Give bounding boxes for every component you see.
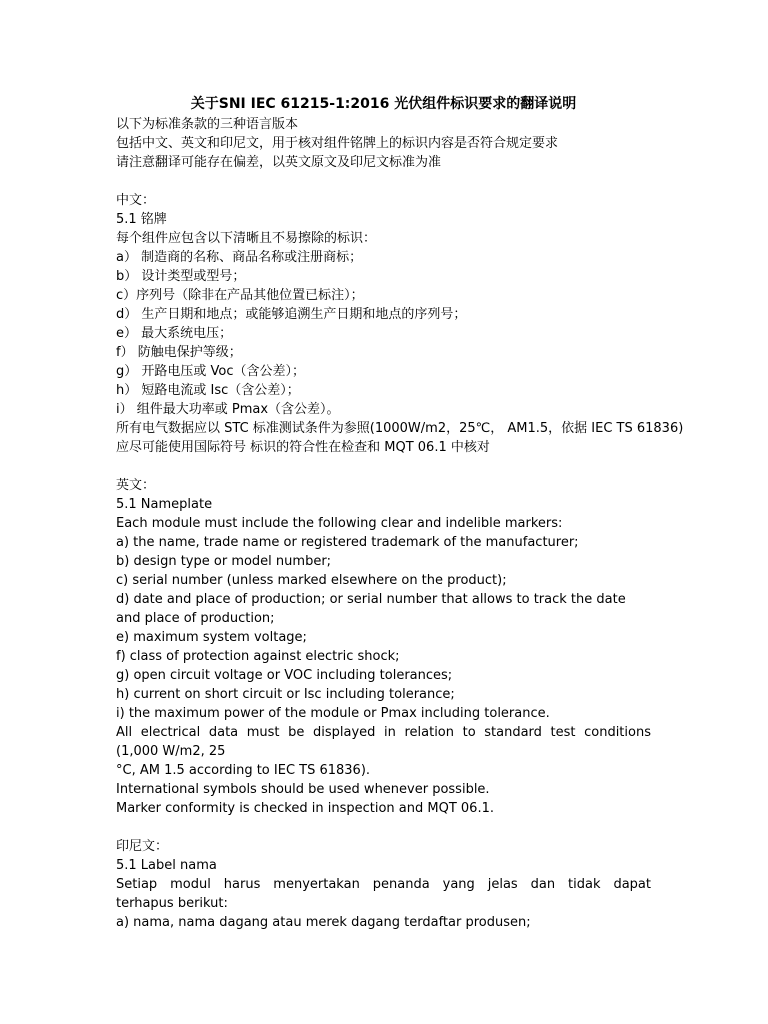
clause-lead: 每个组件应包含以下清晰且不易擦除的标识： xyxy=(116,231,377,246)
document-body xyxy=(116,94,684,932)
list-item: c) serial number (unless marked elsewhere on the product); xyxy=(116,573,507,588)
list-item: a) nama, nama dagang atau merek dagang terdaftar produsen; xyxy=(116,915,531,930)
clause-lead: terhapus berikut: xyxy=(116,896,228,911)
clause-lead: Setiap modul harus menyertakan penanda yang jelas dan tidak dapat xyxy=(116,877,651,892)
list-item: d) date and place of production; or serial number that allows to track the date xyxy=(116,592,626,607)
clause-lead: Each module must include the following clear and indelible markers: xyxy=(116,516,563,531)
symbols-note: 应尽可能使用国际符号 标识的符合性在检查和 MQT 06.1 中核对 xyxy=(116,440,490,455)
intro-line: 请注意翻译可能存在偏差，以英文原文及印尼文标准为准 xyxy=(116,155,442,170)
section-heading-chinese: 中文： xyxy=(116,193,156,208)
list-item: b) design type or model number; xyxy=(116,554,332,569)
stc-note: °C, AM 1.5 according to IEC TS 61836). xyxy=(116,763,371,778)
list-item: i） 组件最大功率或 Pmax（含公差）。 xyxy=(116,402,340,417)
clause-title: 5.1 Label nama xyxy=(116,858,217,873)
list-item: g) open circuit voltage or VOC including tolerances; xyxy=(116,668,453,683)
list-item: a） 制造商的名称、商品名称或注册商标； xyxy=(116,250,363,265)
clause-title: 5.1 Nameplate xyxy=(116,497,213,512)
stc-note: (1,000 W/m2, 25 xyxy=(116,744,226,759)
spacer xyxy=(116,818,651,837)
document-title: 关于SNI IEC 61215-1:2016 光伏组件标识要求的翻译说明 xyxy=(190,96,577,112)
list-item: g） 开路电压或 Voc（含公差）； xyxy=(116,364,306,379)
intro-line: 包括中文、英文和印尼文，用于核对组件铭牌上的标识内容是否符合规定要求 xyxy=(116,136,559,151)
section-heading-english: 英文： xyxy=(116,478,156,493)
conformity-note: Marker conformity is checked in inspection and MQT 06.1. xyxy=(116,801,494,816)
list-item: c）序列号（除非在产品其他位置已标注）； xyxy=(116,288,364,303)
list-item: b） 设计类型或型号； xyxy=(116,269,246,284)
section-heading-indonesian: 印尼文： xyxy=(116,839,169,854)
spacer xyxy=(116,172,651,191)
list-item: h） 短路电流或 Isc（含公差）； xyxy=(116,383,300,398)
list-item: h) current on short circuit or Isc including tolerance; xyxy=(116,687,455,702)
list-item: and place of production; xyxy=(116,611,275,626)
list-item: e) maximum system voltage; xyxy=(116,630,307,645)
stc-note: All electrical data must be displayed in relation to standard test conditions xyxy=(116,725,651,740)
list-item: e） 最大系统电压； xyxy=(116,326,233,341)
stc-note: 所有电气数据应以 STC 标准测试条件为参照(1000W/m2，25℃， AM1.5，依据 IEC TS 61836) xyxy=(116,421,684,436)
list-item: f) class of protection against electric shock; xyxy=(116,649,400,664)
list-item: f） 防触电保护等级； xyxy=(116,345,242,360)
list-item: a) the name, trade name or registered trademark of the manufacturer; xyxy=(116,535,579,550)
list-item: i) the maximum power of the module or Pmax including tolerance. xyxy=(116,706,550,721)
clause-title: 5.1 铭牌 xyxy=(116,212,167,227)
symbols-note: International symbols should be used whenever possible. xyxy=(116,782,490,797)
list-item: d） 生产日期和地点；或能够追溯生产日期和地点的序列号； xyxy=(116,307,467,322)
intro-line: 以下为标准条款的三种语言版本 xyxy=(116,117,299,132)
spacer xyxy=(116,457,651,476)
